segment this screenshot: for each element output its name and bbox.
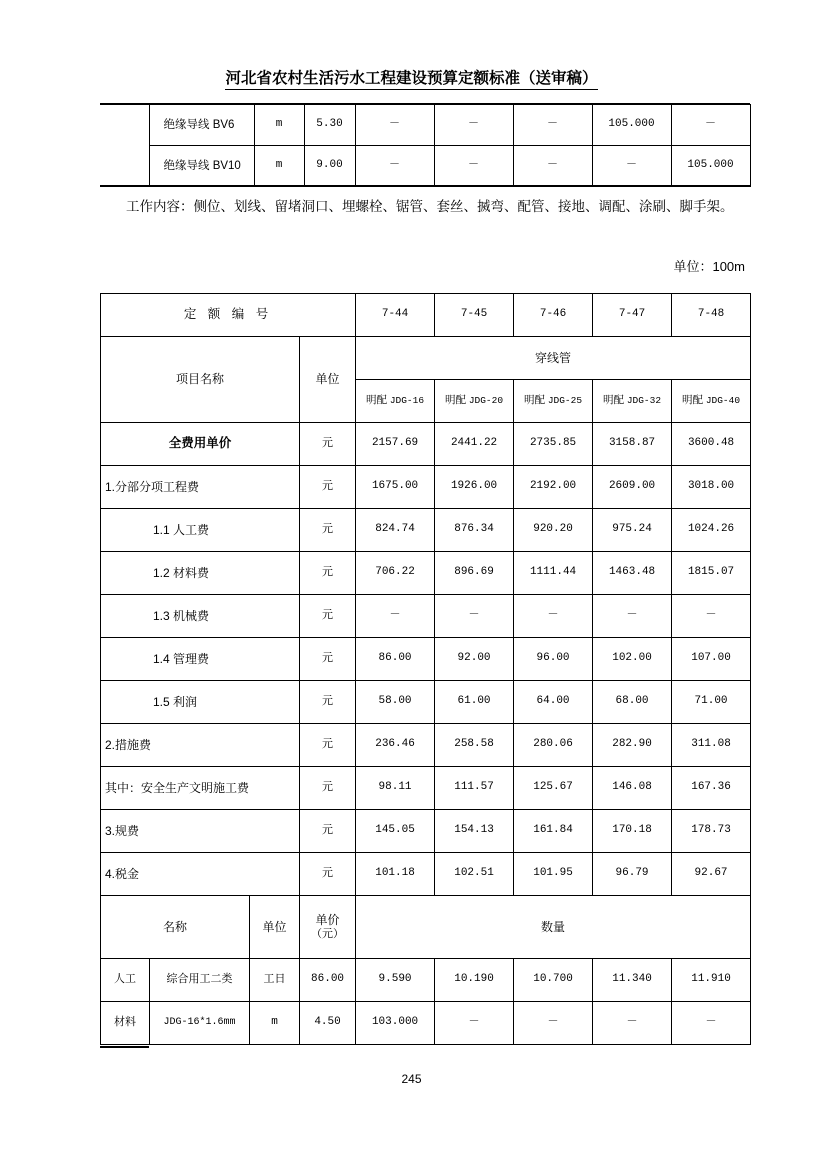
cost-label: 全费用单价 bbox=[101, 423, 300, 466]
cost-value: 3018.00 bbox=[672, 466, 751, 509]
cost-value: － bbox=[672, 595, 751, 638]
cost-value: 975.24 bbox=[593, 509, 672, 552]
cost-value: 1111.44 bbox=[514, 552, 593, 595]
cost-value: 236.46 bbox=[356, 724, 435, 767]
resource-qty: 11.910 bbox=[672, 959, 751, 1002]
material-qty: － bbox=[513, 105, 592, 146]
resource-name: JDG-16*1.6mm bbox=[150, 1002, 250, 1045]
cost-unit: 元 bbox=[300, 767, 356, 810]
cost-label: 其中：安全生产文明施工费 bbox=[101, 767, 300, 810]
table-row bbox=[101, 423, 751, 466]
cost-value: 98.11 bbox=[356, 767, 435, 810]
header-code-7-44: 7-44 bbox=[356, 294, 435, 337]
table-row bbox=[101, 466, 751, 509]
resource-qty: 10.700 bbox=[514, 959, 593, 1002]
cost-value: 178.73 bbox=[672, 810, 751, 853]
cost-value: 896.69 bbox=[435, 552, 514, 595]
cost-value: 92.67 bbox=[672, 853, 751, 896]
unit-note: 单位：100m bbox=[673, 259, 745, 274]
material-qty: － bbox=[671, 105, 750, 146]
header-spec-jdg-40: 明配 JDG-40 bbox=[672, 380, 751, 423]
cost-value: 2609.00 bbox=[593, 466, 672, 509]
cost-value: 876.34 bbox=[435, 509, 514, 552]
cost-value: 706.22 bbox=[356, 552, 435, 595]
cost-unit: 元 bbox=[300, 810, 356, 853]
work-content-label: 工作内容： bbox=[126, 199, 194, 214]
resource-qty: 9.590 bbox=[356, 959, 435, 1002]
cost-unit: 元 bbox=[300, 681, 356, 724]
cost-label: 3.规费 bbox=[101, 810, 300, 853]
resource-unit: m bbox=[250, 1002, 300, 1045]
top-table-rule-lower bbox=[100, 185, 750, 187]
resource-qty: － bbox=[672, 1002, 751, 1045]
row-category-merged bbox=[100, 105, 149, 146]
cost-value: － bbox=[593, 595, 672, 638]
cost-value: 258.58 bbox=[435, 724, 514, 767]
material-qty: 105.000 bbox=[592, 105, 671, 146]
cost-value: 111.57 bbox=[435, 767, 514, 810]
cost-label: 1.4 管理费 bbox=[101, 638, 300, 681]
cost-value: 71.00 bbox=[672, 681, 751, 724]
table-row bbox=[100, 105, 750, 146]
cost-label: 4.税金 bbox=[101, 853, 300, 896]
material-qty: － bbox=[592, 146, 671, 187]
page-title-text: 河北省农村生活污水工程建设预算定额标准（送审稿） bbox=[225, 70, 597, 90]
resource-header-name: 名称 bbox=[101, 896, 250, 959]
resource-header-unit: 单位 bbox=[250, 896, 300, 959]
resource-qty: － bbox=[435, 1002, 514, 1045]
cost-label: 1.分部分项工程费 bbox=[101, 466, 300, 509]
cost-label: 1.2 材料费 bbox=[101, 552, 300, 595]
material-unit: m bbox=[254, 146, 304, 187]
material-name: 绝缘导线 BV10 bbox=[149, 146, 254, 187]
cost-value: － bbox=[356, 595, 435, 638]
cost-value: 280.06 bbox=[514, 724, 593, 767]
cost-value: － bbox=[514, 595, 593, 638]
cost-value: 1463.48 bbox=[593, 552, 672, 595]
table-row bbox=[101, 1002, 751, 1045]
resource-qty: － bbox=[514, 1002, 593, 1045]
header-code-7-46: 7-46 bbox=[514, 294, 593, 337]
header-group-label: 穿线管 bbox=[356, 337, 751, 380]
cost-value: 107.00 bbox=[672, 638, 751, 681]
header-unit-label: 单位 bbox=[300, 337, 356, 423]
cost-value: 145.05 bbox=[356, 810, 435, 853]
cost-value: 1815.07 bbox=[672, 552, 751, 595]
resource-header-row bbox=[101, 896, 751, 959]
main-table-bottom-rule bbox=[100, 1046, 149, 1048]
table-row bbox=[101, 681, 751, 724]
cost-unit: 元 bbox=[300, 552, 356, 595]
cost-value: 86.00 bbox=[356, 638, 435, 681]
cost-value: 102.51 bbox=[435, 853, 514, 896]
cost-value: 1926.00 bbox=[435, 466, 514, 509]
continued-material-table bbox=[100, 104, 751, 187]
table-row bbox=[101, 509, 751, 552]
cost-value: 161.84 bbox=[514, 810, 593, 853]
cost-value: 101.18 bbox=[356, 853, 435, 896]
resource-price: 4.50 bbox=[300, 1002, 356, 1045]
table-row bbox=[100, 146, 750, 187]
table-row bbox=[101, 959, 751, 1002]
cost-value: 282.90 bbox=[593, 724, 672, 767]
cost-value: 64.00 bbox=[514, 681, 593, 724]
material-qty: － bbox=[355, 146, 434, 187]
material-price: 5.30 bbox=[304, 105, 355, 146]
cost-unit: 元 bbox=[300, 724, 356, 767]
material-price: 9.00 bbox=[304, 146, 355, 187]
table-row bbox=[101, 638, 751, 681]
cost-label: 1.3 机械费 bbox=[101, 595, 300, 638]
page-number: 245 bbox=[401, 1072, 422, 1086]
cost-value: 96.79 bbox=[593, 853, 672, 896]
table-row bbox=[101, 595, 751, 638]
cost-value: 3600.48 bbox=[672, 423, 751, 466]
cost-value: 311.08 bbox=[672, 724, 751, 767]
resource-header-price: 单价 （元） bbox=[300, 896, 356, 959]
header-item-name-label: 项目名称 bbox=[101, 337, 300, 423]
cost-unit: 元 bbox=[300, 423, 356, 466]
header-spec-jdg-32: 明配 JDG-32 bbox=[593, 380, 672, 423]
cost-value: 102.00 bbox=[593, 638, 672, 681]
cost-value: 170.18 bbox=[593, 810, 672, 853]
material-qty: － bbox=[513, 146, 592, 187]
material-qty: － bbox=[355, 105, 434, 146]
cost-value: 92.00 bbox=[435, 638, 514, 681]
table-row bbox=[101, 724, 751, 767]
resource-qty: 103.000 bbox=[356, 1002, 435, 1045]
cost-value: 167.36 bbox=[672, 767, 751, 810]
material-qty: － bbox=[434, 146, 513, 187]
material-name: 绝缘导线 BV6 bbox=[149, 105, 254, 146]
resource-header-quantity: 数量 bbox=[356, 896, 751, 959]
cost-value: 824.74 bbox=[356, 509, 435, 552]
material-qty: － bbox=[434, 105, 513, 146]
cost-label: 2.措施费 bbox=[101, 724, 300, 767]
resource-category: 材料 bbox=[101, 1002, 150, 1045]
cost-value: 2192.00 bbox=[514, 466, 593, 509]
work-content-text: 侧位、划线、留堵洞口、埋螺栓、锯管、套丝、搣弯、配管、接地、调配、涂刷、脚手架。 bbox=[193, 199, 734, 214]
header-code-7-45: 7-45 bbox=[435, 294, 514, 337]
cost-value: 920.20 bbox=[514, 509, 593, 552]
header-spec-jdg-20: 明配 JDG-20 bbox=[435, 380, 514, 423]
quota-main-table bbox=[100, 293, 751, 1045]
resource-category: 人工 bbox=[101, 959, 150, 1002]
resource-qty: 10.190 bbox=[435, 959, 514, 1002]
cost-value: 3158.87 bbox=[593, 423, 672, 466]
cost-value: 96.00 bbox=[514, 638, 593, 681]
cost-value: 68.00 bbox=[593, 681, 672, 724]
cost-value: 154.13 bbox=[435, 810, 514, 853]
cost-unit: 元 bbox=[300, 853, 356, 896]
material-unit: m bbox=[254, 105, 304, 146]
cost-value: 1024.26 bbox=[672, 509, 751, 552]
cost-value: 2735.85 bbox=[514, 423, 593, 466]
header-code-label: 定 额 编 号 bbox=[101, 294, 356, 337]
cost-unit: 元 bbox=[300, 595, 356, 638]
cost-value: 1675.00 bbox=[356, 466, 435, 509]
table-row bbox=[101, 767, 751, 810]
cost-value: 58.00 bbox=[356, 681, 435, 724]
resource-unit: 工日 bbox=[250, 959, 300, 1002]
table-row bbox=[101, 810, 751, 853]
cost-value: － bbox=[435, 595, 514, 638]
header-code-7-48: 7-48 bbox=[672, 294, 751, 337]
resource-qty: 11.340 bbox=[593, 959, 672, 1002]
resource-name: 综合用工二类 bbox=[150, 959, 250, 1002]
table-row bbox=[101, 853, 751, 896]
work-content-paragraph bbox=[100, 196, 740, 218]
cost-unit: 元 bbox=[300, 509, 356, 552]
table-header-row-group bbox=[101, 337, 751, 380]
cost-unit: 元 bbox=[300, 638, 356, 681]
cost-value: 101.95 bbox=[514, 853, 593, 896]
cost-value: 2441.22 bbox=[435, 423, 514, 466]
table-row bbox=[101, 552, 751, 595]
header-spec-jdg-16: 明配 JDG-16 bbox=[356, 380, 435, 423]
cost-label: 1.1 人工费 bbox=[101, 509, 300, 552]
cost-value: 2157.69 bbox=[356, 423, 435, 466]
cost-label: 1.5 利润 bbox=[101, 681, 300, 724]
row-category-merged bbox=[100, 146, 149, 187]
header-spec-jdg-25: 明配 JDG-25 bbox=[514, 380, 593, 423]
cost-unit: 元 bbox=[300, 466, 356, 509]
resource-price: 86.00 bbox=[300, 959, 356, 1002]
header-code-7-47: 7-47 bbox=[593, 294, 672, 337]
cost-value: 125.67 bbox=[514, 767, 593, 810]
cost-value: 146.08 bbox=[593, 767, 672, 810]
material-qty: 105.000 bbox=[671, 146, 750, 187]
table-header-row-code bbox=[101, 294, 751, 337]
resource-qty: － bbox=[593, 1002, 672, 1045]
cost-value: 61.00 bbox=[435, 681, 514, 724]
page-title bbox=[0, 66, 823, 88]
